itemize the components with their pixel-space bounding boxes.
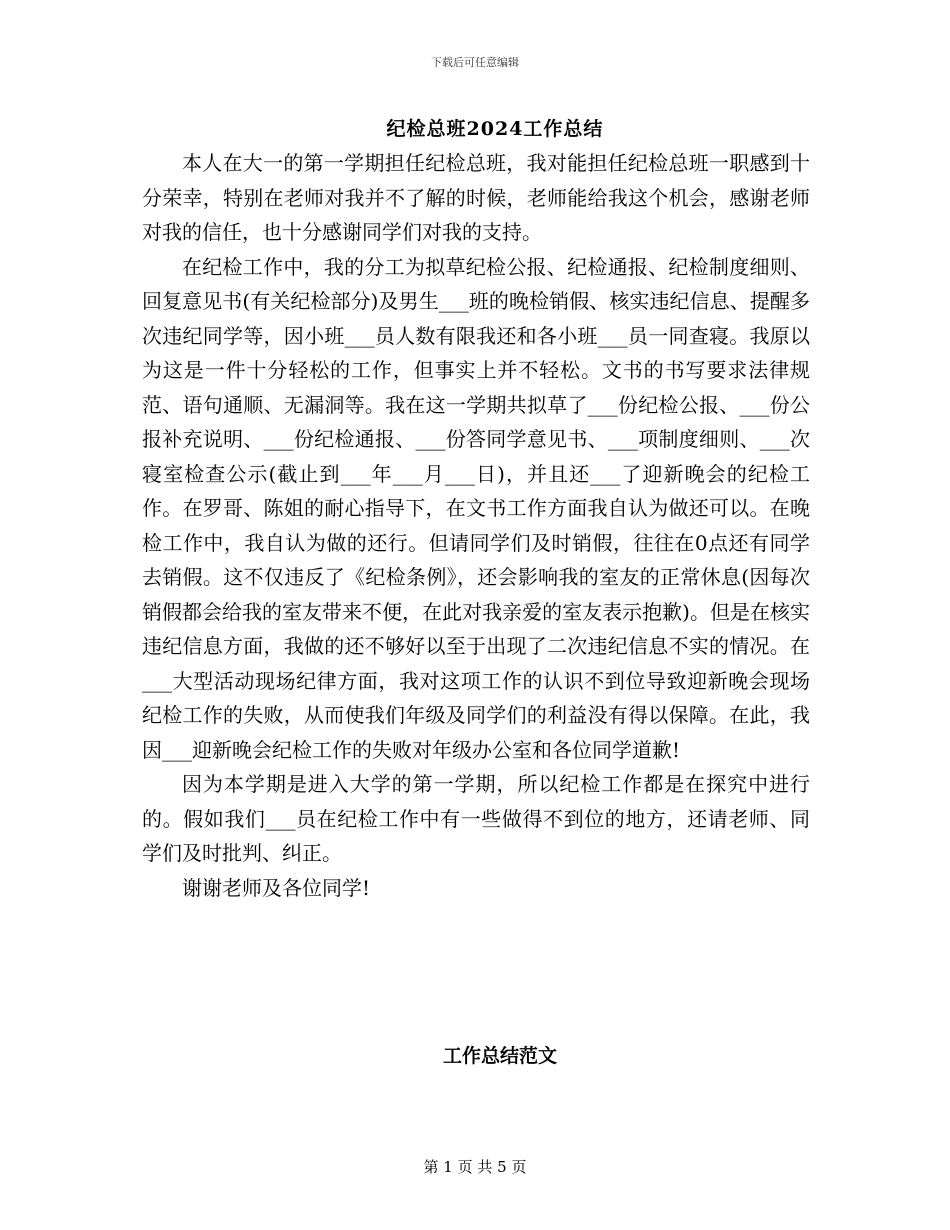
header-note: 下载后可任意编辑: [431, 56, 519, 69]
paragraph: 谢谢老师及各位同学!: [182, 875, 371, 900]
page-number: 第 1 页 共 5 页: [423, 1158, 527, 1176]
paragraph: 因为本学期是进入大学的第一学期，所以纪检工作都是在探究中进行的。假如我们___员在纪检工作中有一些做得不到位的地方，还请老师、同学们及时批判、纠正。: [142, 772, 810, 865]
document-title: 纪检总班2024工作总结: [386, 118, 604, 140]
section-subtitle: 工作总结范文: [442, 1045, 557, 1067]
paragraph: 在纪检工作中，我的分工为拟草纪检公报、纪检通报、纪检制度细则、回复意见书(有关纪检部分)及男生___班的晚检销假、核实违纪信息、提醒多次违纪同学等，因小班___员人数有限我还和各小班___员一同查寝。我原以为这是一件十分轻松的工作，但事实上并不轻松。文书的书写要求法律规范、语句通顺、无漏洞等。我在这一学期共拟草了___份纪检公报、___份公报补充说明、___份纪检通报、___份答同学意见书、___项制度细则、___次寝室检查公示(截止到___年___月___日)，并且还___了迎新晚会的纪检工作。在罗哥、陈姐的耐心指导下，在文书工作方面我自认为做还可以。在晚检工作中，我自认为做的还行。但请同学们及时销假，往往在0点还有同学去销假。这不仅违反了《纪检条例》，还会影响我的室友的正常休息(因每次销假都会给我的室友带来不便，在此对我亲爱的室友表示抱歉)。但是在核实违纪信息方面，我做的还不够好以至于出现了二次违纪信息不实的情况。在___大型活动现场纪律方面，我对这项工作的认识不到位导致迎新晚会现场纪检工作的失败，从而使我们年级及同学们的利益没有得以保障。在此，我因___迎新晚会纪检工作的失败对年级办公室和各位同学道歉!: [142, 254, 810, 762]
paragraph: 本人在大一的第一学期担任纪检总班，我对能担任纪检总班一职感到十分荣幸，特别在老师对我并不了解的时候，老师能给我这个机会，感谢老师对我的信任，也十分感谢同学们对我的支持。: [142, 151, 810, 244]
document-body: [142, 146, 810, 905]
